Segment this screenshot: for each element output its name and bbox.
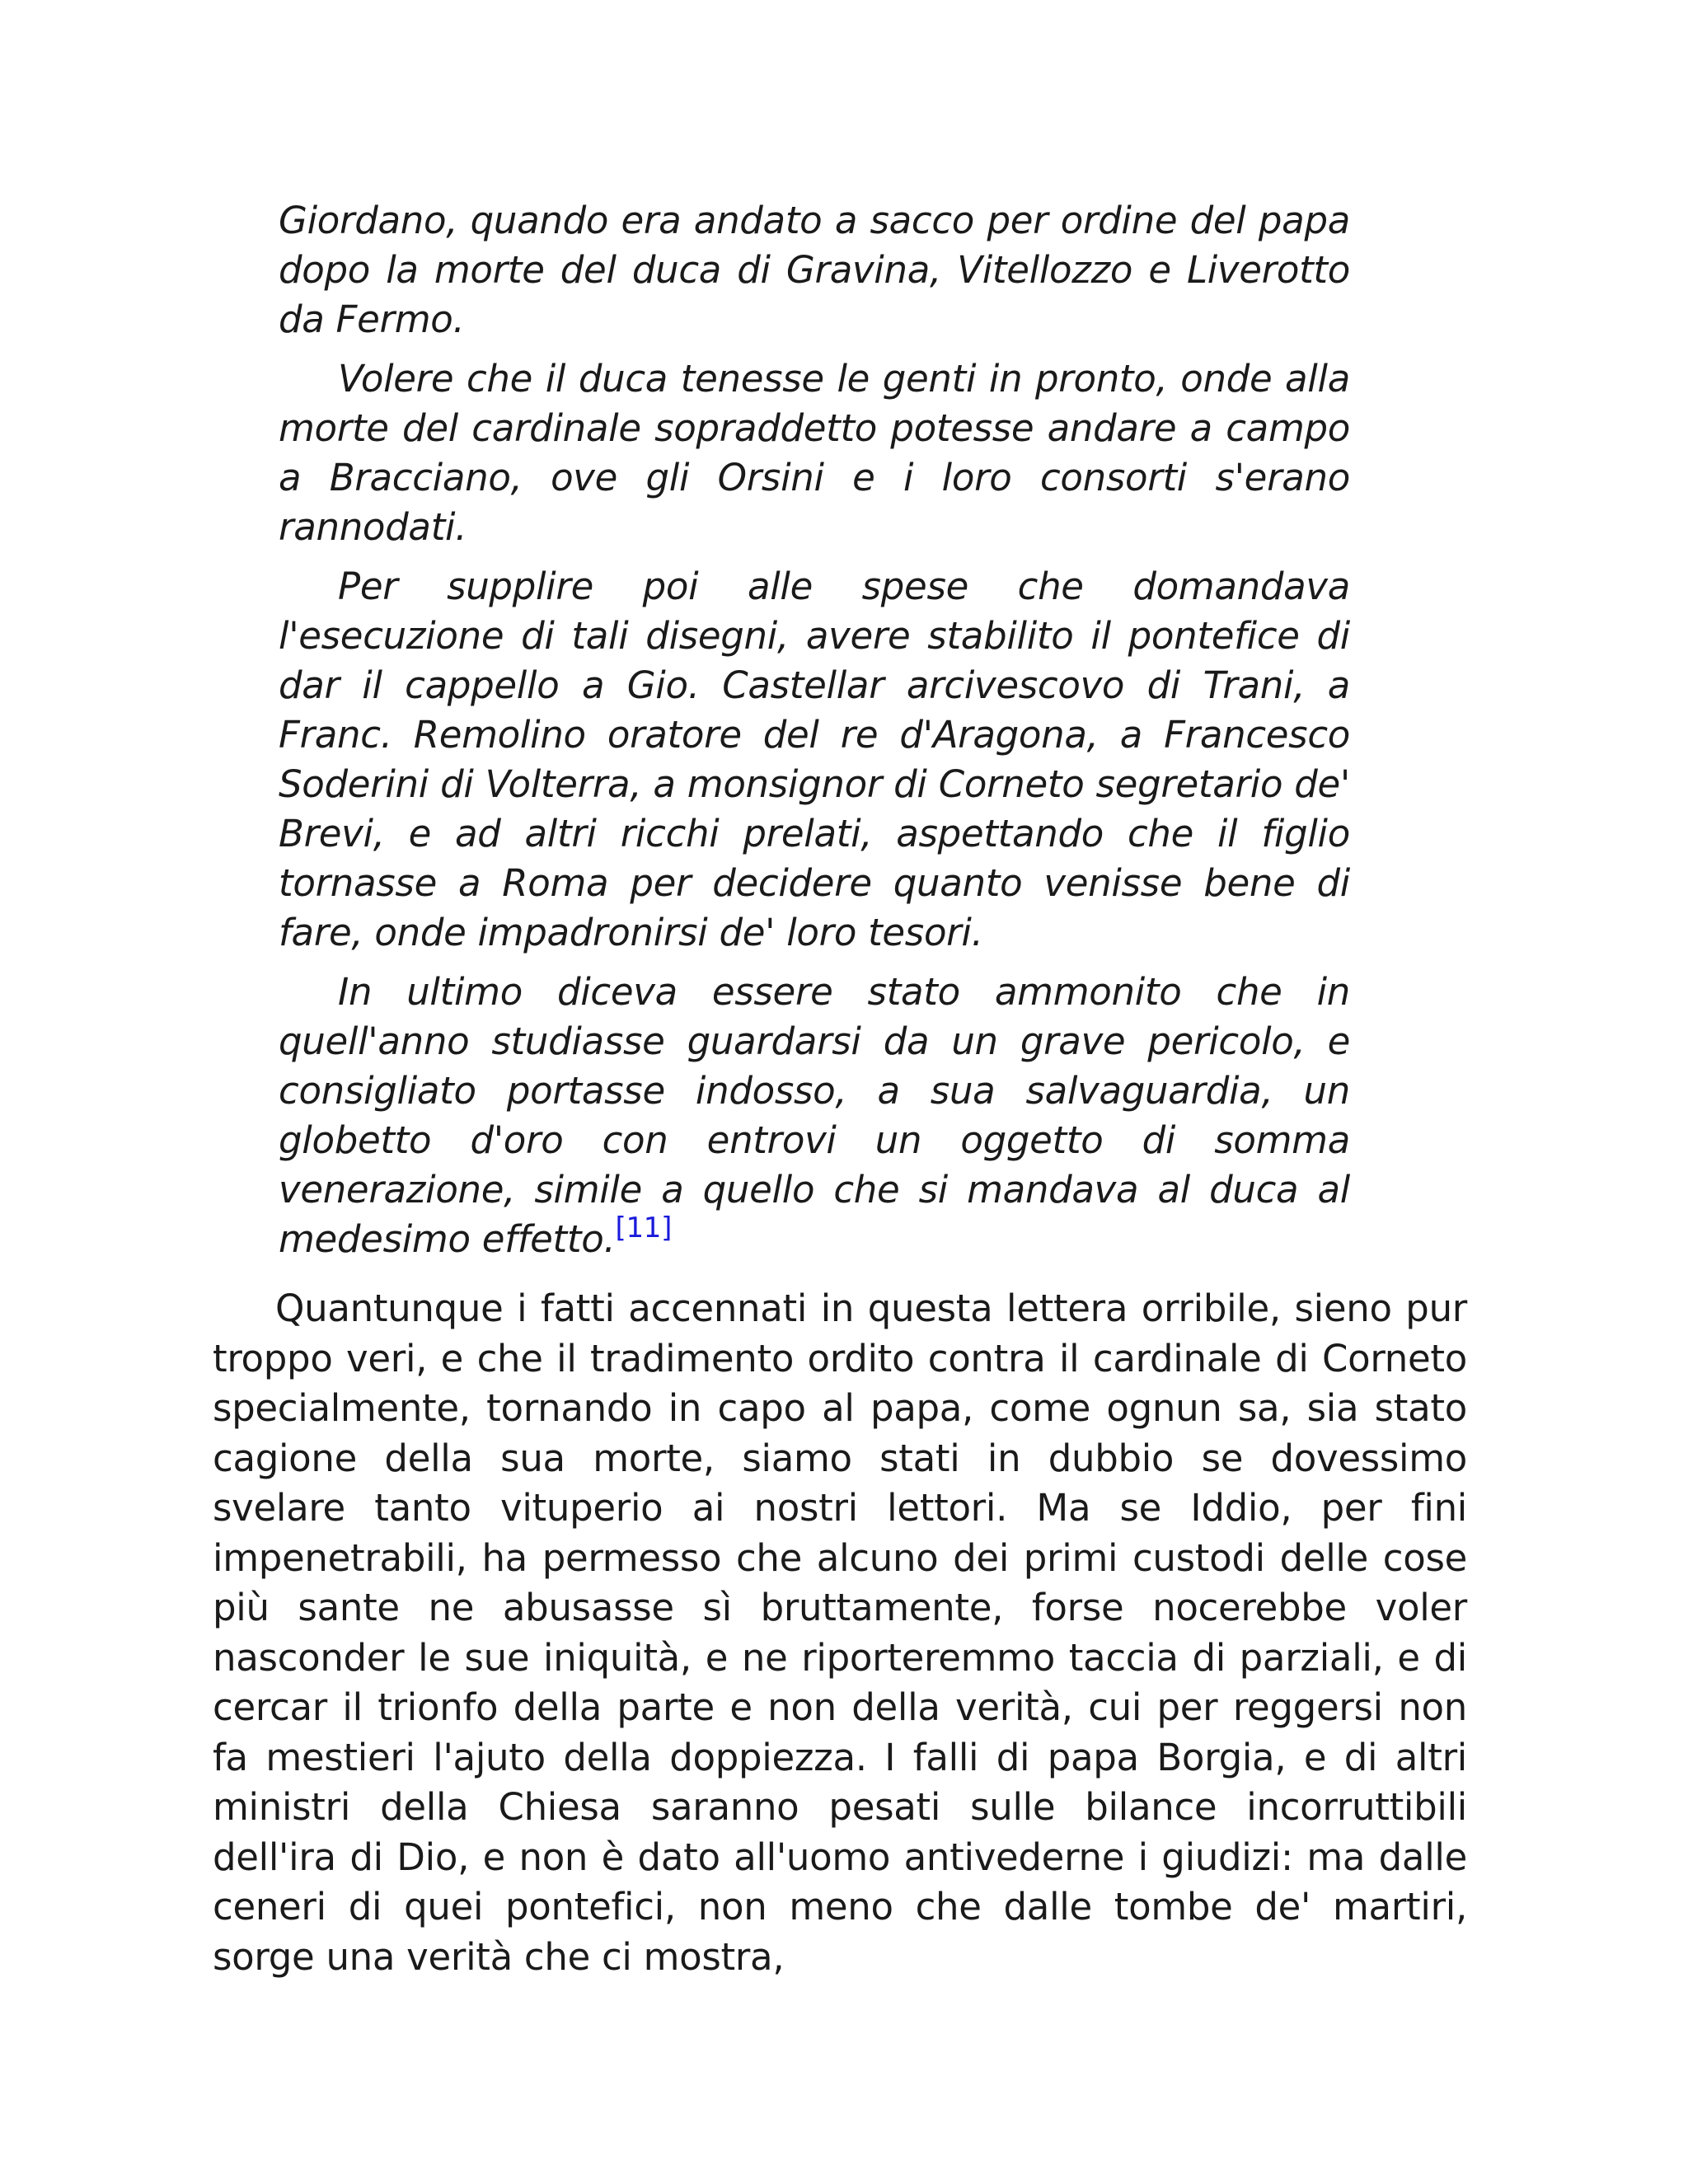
footnote-link-11[interactable]: [11] bbox=[615, 1212, 673, 1244]
quote-paragraph-2: Volere che il duca tenesse le genti in pronto, onde alla morte del cardinale sopraddetto potesse andare a campo a Bracciano, ove gli Orsini e i loro consorti s'erano rannodati. bbox=[279, 357, 1350, 549]
body-paragraph: Quantunque i fatti accennati in questa lettera orribile, sieno pur troppo veri, e che il tradimento ordito contra il cardinale di Corneto specialmente, tornando in capo al papa, come ognun sa, sia stato cagione della sua morte, siamo stati in dubbio se dovessimo svelare tanto vituperio ai nostri lettori. Ma se Iddio, per fini impenetrabili, ha permesso che alcuno dei primi custodi delle cose più sante ne abusasse sì bruttamente, forse nocerebbe voler nasconder le sue iniquità, e ne riporteremmo taccia di parziali, e di cercar il trionfo della parte e non della verità, cui per reggersi non fa mestieri l'ajuto della doppiezza. I falli di papa Borgia, e di altri ministri della Chiesa saranno pesati sulle bilance incorruttibili dell'ira di Dio, e non è dato all'uomo antivederne i giudizi: ma dalle ceneri di quei pontefici, non meno che dalle tombe de' martiri, sorge una verità che ci mostra, bbox=[213, 1286, 1467, 1979]
quoted-letter-block bbox=[279, 196, 1350, 1274]
quote-paragraph-3: Per supplire poi alle spese che domandava l'esecuzione di tali disegni, avere stabilito il pontefice di dar il cappello a Gio. Castellar arcivescovo di Trani, a Franc. Remolino oratore del re d'Aragona, a Francesco Soderini di Volterra, a monsignor di Corneto segretario de' Brevi, e ad altri ricchi prelati, aspettando che il figlio tornasse a Roma per decidere quanto venisse bene di fare, onde impadronirsi de' loro tesori. bbox=[279, 565, 1350, 954]
quote-paragraph-4-text: In ultimo diceva essere stato ammonito che in quell'anno studiasse guardarsi da un grave pericolo, e consigliato portasse indosso, a sua salvaguardia, un globetto d'oro con entrovi un oggetto di somma venerazione, simile a quello che si mandava al duca al medesimo effetto. bbox=[279, 970, 1350, 1261]
quote-paragraph-1: Giordano, quando era andato a sacco per ordine del papa dopo la morte del duca di Gravina, Vitellozzo e Liverotto da Fermo. bbox=[279, 199, 1350, 341]
quote-paragraph-4 bbox=[279, 968, 1350, 1264]
main-text-block bbox=[213, 1284, 1467, 1982]
